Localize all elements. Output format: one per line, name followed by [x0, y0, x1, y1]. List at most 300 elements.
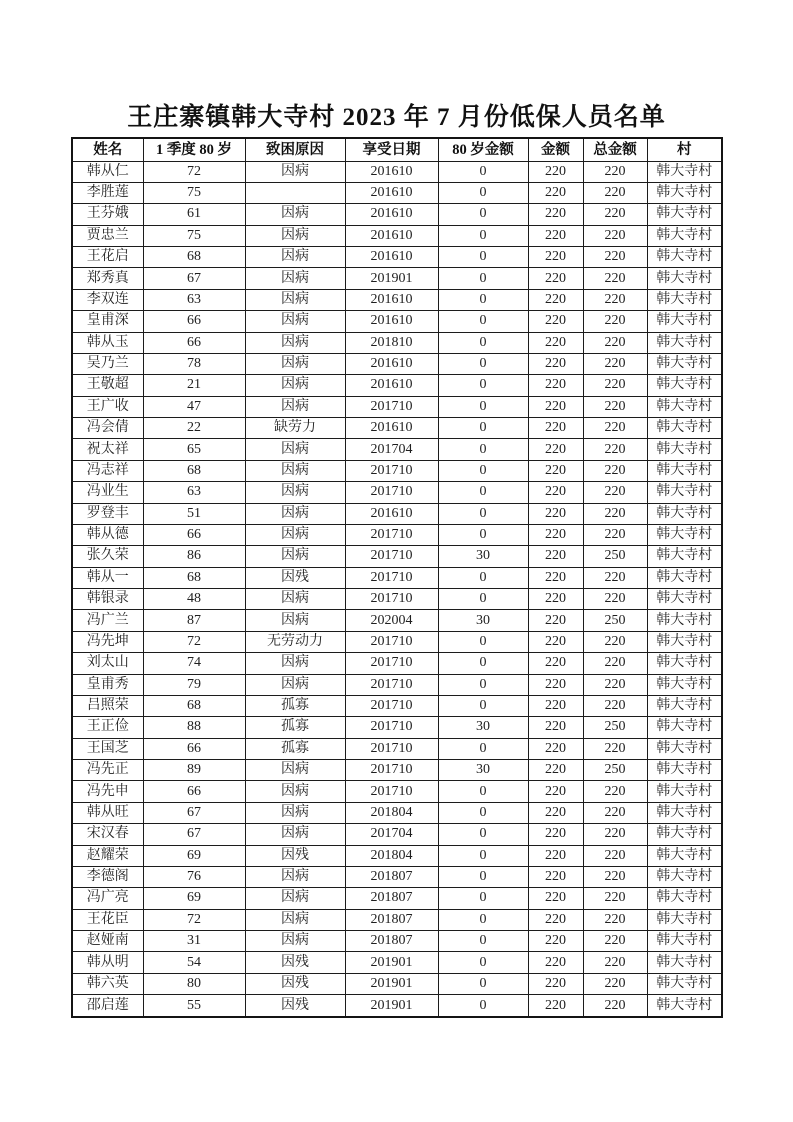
table-cell: 皇甫秀 [72, 674, 143, 695]
table-cell: 0 [438, 439, 528, 460]
table-cell: 201610 [345, 225, 438, 246]
table-cell: 66 [143, 738, 245, 759]
table-cell: 韩大寺村 [647, 482, 722, 503]
table-cell: 0 [438, 247, 528, 268]
table-cell: 220 [528, 952, 583, 973]
table-cell: 韩大寺村 [647, 717, 722, 738]
table-row [72, 760, 722, 781]
table-row [72, 268, 722, 289]
table-cell: 因病 [245, 247, 345, 268]
table-cell: 韩大寺村 [647, 332, 722, 353]
table-cell: 220 [528, 161, 583, 182]
table-row [72, 247, 722, 268]
table-cell: 220 [583, 524, 647, 545]
table-cell: 220 [528, 396, 583, 417]
table-row [72, 589, 722, 610]
table-cell: 47 [143, 396, 245, 417]
table-cell: 220 [583, 695, 647, 716]
table-cell: 89 [143, 760, 245, 781]
table-cell: 0 [438, 866, 528, 887]
table-cell: 67 [143, 802, 245, 823]
table-row [72, 931, 722, 952]
table-cell: 72 [143, 631, 245, 652]
table-cell: 66 [143, 332, 245, 353]
table-cell: 201710 [345, 781, 438, 802]
table-cell: 因病 [245, 503, 345, 524]
table-cell: 0 [438, 375, 528, 396]
table-cell: 63 [143, 482, 245, 503]
table-cell: 韩大寺村 [647, 289, 722, 310]
table-cell: 66 [143, 311, 245, 332]
table-cell: 因病 [245, 204, 345, 225]
table-cell: 220 [528, 781, 583, 802]
table-cell: 88 [143, 717, 245, 738]
table-cell: 220 [583, 182, 647, 203]
table-cell: 韩大寺村 [647, 674, 722, 695]
table-cell: 30 [438, 610, 528, 631]
table-cell: 220 [583, 631, 647, 652]
table-cell: 李德阁 [72, 866, 143, 887]
table-cell: 220 [583, 781, 647, 802]
table-cell: 220 [528, 375, 583, 396]
table-cell: 55 [143, 995, 245, 1017]
table-cell: 220 [583, 866, 647, 887]
column-header: 村 [647, 138, 722, 161]
table-cell: 韩从德 [72, 524, 143, 545]
table-cell: 201810 [345, 332, 438, 353]
table-cell: 220 [528, 738, 583, 759]
table-cell: 68 [143, 695, 245, 716]
table-cell: 0 [438, 268, 528, 289]
table-cell: 86 [143, 546, 245, 567]
table-cell: 因残 [245, 567, 345, 588]
table-cell: 220 [528, 524, 583, 545]
table-cell: 220 [528, 589, 583, 610]
table-cell: 201807 [345, 866, 438, 887]
table-cell: 0 [438, 567, 528, 588]
table-cell: 72 [143, 909, 245, 930]
column-header: 享受日期 [345, 138, 438, 161]
table-row [72, 653, 722, 674]
table-cell: 220 [528, 909, 583, 930]
table-cell: 韩大寺村 [647, 311, 722, 332]
table-row [72, 888, 722, 909]
table-cell: 韩大寺村 [647, 695, 722, 716]
table-cell: 0 [438, 182, 528, 203]
table-cell: 皇甫深 [72, 311, 143, 332]
table-cell: 因病 [245, 760, 345, 781]
table-cell: 0 [438, 973, 528, 994]
table-cell: 0 [438, 332, 528, 353]
table-cell: 韩大寺村 [647, 375, 722, 396]
table-cell: 韩大寺村 [647, 610, 722, 631]
table-cell: 0 [438, 418, 528, 439]
table-cell: 69 [143, 845, 245, 866]
table-cell: 201610 [345, 418, 438, 439]
table-cell: 220 [583, 289, 647, 310]
table-cell: 201901 [345, 268, 438, 289]
table-cell: 250 [583, 717, 647, 738]
table-cell: 220 [583, 247, 647, 268]
table-cell: 因病 [245, 289, 345, 310]
table-cell: 0 [438, 204, 528, 225]
table-cell: 201807 [345, 888, 438, 909]
table-cell: 韩大寺村 [647, 524, 722, 545]
table-cell: 韩大寺村 [647, 909, 722, 930]
table-cell: 0 [438, 503, 528, 524]
table-cell: 250 [583, 610, 647, 631]
table-cell: 220 [528, 503, 583, 524]
table-cell: 201807 [345, 909, 438, 930]
table-cell: 孤寡 [245, 717, 345, 738]
table-cell: 韩大寺村 [647, 353, 722, 374]
table-cell: 0 [438, 674, 528, 695]
table-cell: 30 [438, 760, 528, 781]
table-cell: 韩大寺村 [647, 995, 722, 1017]
table-cell: 韩大寺村 [647, 439, 722, 460]
table-cell: 220 [583, 738, 647, 759]
table-cell: 201610 [345, 311, 438, 332]
table-cell: 220 [583, 482, 647, 503]
table-cell: 220 [528, 225, 583, 246]
table-cell: 220 [528, 717, 583, 738]
table-cell: 因病 [245, 909, 345, 930]
table-cell: 220 [583, 332, 647, 353]
table-cell: 68 [143, 567, 245, 588]
table-cell: 因病 [245, 781, 345, 802]
table-cell: 69 [143, 888, 245, 909]
table-cell: 王国芝 [72, 738, 143, 759]
table-cell: 201610 [345, 503, 438, 524]
table-cell: 201710 [345, 631, 438, 652]
table-cell: 刘太山 [72, 653, 143, 674]
table-cell: 王敬超 [72, 375, 143, 396]
table-cell: 韩大寺村 [647, 503, 722, 524]
table-cell: 张久荣 [72, 546, 143, 567]
table-cell: 201710 [345, 482, 438, 503]
table-cell: 250 [583, 760, 647, 781]
table-cell: 0 [438, 802, 528, 823]
table-row [72, 482, 722, 503]
table-cell: 孤寡 [245, 695, 345, 716]
table-cell: 31 [143, 931, 245, 952]
table-cell: 72 [143, 161, 245, 182]
table-cell: 201710 [345, 695, 438, 716]
table-cell: 冯志祥 [72, 460, 143, 481]
table-cell: 201807 [345, 931, 438, 952]
table-cell: 201710 [345, 567, 438, 588]
table-cell: 201710 [345, 396, 438, 417]
table-cell: 因病 [245, 888, 345, 909]
table-cell: 201610 [345, 375, 438, 396]
table-cell: 无劳动力 [245, 631, 345, 652]
table-cell: 韩大寺村 [647, 546, 722, 567]
table-cell: 韩从旺 [72, 802, 143, 823]
table-cell: 韩银录 [72, 589, 143, 610]
header-row [72, 138, 722, 161]
table-cell: 韩大寺村 [647, 396, 722, 417]
table-cell: 220 [528, 845, 583, 866]
table-cell: 61 [143, 204, 245, 225]
table-cell: 0 [438, 161, 528, 182]
table-cell: 因病 [245, 311, 345, 332]
table-cell: 22 [143, 418, 245, 439]
table-row [72, 161, 722, 182]
table-cell: 王花启 [72, 247, 143, 268]
table-cell: 因病 [245, 375, 345, 396]
table-cell: 韩大寺村 [647, 866, 722, 887]
table-cell: 0 [438, 952, 528, 973]
table-cell: 220 [583, 567, 647, 588]
table-row [72, 204, 722, 225]
table-cell: 0 [438, 225, 528, 246]
table-cell: 220 [583, 824, 647, 845]
table-cell: 201610 [345, 182, 438, 203]
table-cell: 宋汉春 [72, 824, 143, 845]
table-cell: 韩大寺村 [647, 824, 722, 845]
table-cell: 220 [528, 824, 583, 845]
table-row [72, 418, 722, 439]
table-cell: 李胜莲 [72, 182, 143, 203]
table-row [72, 396, 722, 417]
table-row [72, 353, 722, 374]
table-cell: 0 [438, 482, 528, 503]
table-cell: 冯先申 [72, 781, 143, 802]
table-cell: 因病 [245, 161, 345, 182]
table-row [72, 781, 722, 802]
column-header: 金额 [528, 138, 583, 161]
table-cell: 韩大寺村 [647, 738, 722, 759]
page-title: 王庄寨镇韩大寺村 2023 年 7 月份低保人员名单 [127, 104, 666, 131]
table-cell: 220 [528, 674, 583, 695]
table-cell: 220 [583, 845, 647, 866]
table-cell: 韩大寺村 [647, 225, 722, 246]
table-cell: 因病 [245, 931, 345, 952]
table-cell: 因病 [245, 396, 345, 417]
table-cell: 63 [143, 289, 245, 310]
table-cell: 201710 [345, 589, 438, 610]
table-cell: 王芬娥 [72, 204, 143, 225]
table-cell: 80 [143, 973, 245, 994]
table-cell: 201610 [345, 289, 438, 310]
table-cell: 罗登丰 [72, 503, 143, 524]
table-cell: 韩六英 [72, 973, 143, 994]
table-cell: 因病 [245, 268, 345, 289]
table-cell: 51 [143, 503, 245, 524]
table-cell: 68 [143, 247, 245, 268]
table-cell: 韩大寺村 [647, 204, 722, 225]
table-cell: 220 [528, 610, 583, 631]
table-cell: 王花臣 [72, 909, 143, 930]
table-cell: 韩大寺村 [647, 973, 722, 994]
table-cell: 220 [528, 204, 583, 225]
table-row [72, 695, 722, 716]
table-cell: 220 [528, 567, 583, 588]
table-cell: 韩大寺村 [647, 182, 722, 203]
table-cell: 因病 [245, 482, 345, 503]
table-cell: 220 [528, 888, 583, 909]
table-cell: 201901 [345, 995, 438, 1017]
table-cell: 220 [583, 418, 647, 439]
table-cell: 因病 [245, 546, 345, 567]
table-cell: 220 [583, 268, 647, 289]
column-header: 80 岁金额 [438, 138, 528, 161]
table-cell: 201901 [345, 973, 438, 994]
table-row [72, 375, 722, 396]
table-cell: 201710 [345, 524, 438, 545]
table-cell: 30 [438, 717, 528, 738]
table-cell: 220 [583, 353, 647, 374]
table-cell: 因病 [245, 824, 345, 845]
table-cell: 220 [583, 204, 647, 225]
table-cell: 220 [583, 439, 647, 460]
table-cell: 220 [528, 311, 583, 332]
table-cell: 66 [143, 781, 245, 802]
table-row [72, 610, 722, 631]
table-header [72, 138, 722, 161]
table-row [72, 717, 722, 738]
table-cell: 220 [528, 247, 583, 268]
table-cell: 220 [583, 225, 647, 246]
table-cell: 吴乃兰 [72, 353, 143, 374]
table-cell: 因病 [245, 225, 345, 246]
table-cell: 韩大寺村 [647, 781, 722, 802]
table-cell: 因病 [245, 866, 345, 887]
table-row [72, 503, 722, 524]
table-cell: 220 [528, 460, 583, 481]
table-cell: 220 [528, 866, 583, 887]
table-row [72, 567, 722, 588]
table-cell: 220 [528, 289, 583, 310]
table-cell: 0 [438, 631, 528, 652]
table-cell: 201610 [345, 204, 438, 225]
column-header: 总金额 [583, 138, 647, 161]
table-cell: 韩大寺村 [647, 653, 722, 674]
table-cell: 220 [583, 503, 647, 524]
column-header: 致困原因 [245, 138, 345, 161]
table-row [72, 225, 722, 246]
table-cell: 0 [438, 524, 528, 545]
table-cell: 赵娅南 [72, 931, 143, 952]
table-cell: 201710 [345, 460, 438, 481]
table-cell: 韩大寺村 [647, 161, 722, 182]
table-row [72, 952, 722, 973]
table-row [72, 311, 722, 332]
table-cell: 0 [438, 909, 528, 930]
table-row [72, 973, 722, 994]
table-cell: 王广收 [72, 396, 143, 417]
table-cell: 因残 [245, 952, 345, 973]
table-cell: 220 [528, 332, 583, 353]
table-cell: 220 [528, 995, 583, 1017]
table-cell: 孤寡 [245, 738, 345, 759]
table-cell: 30 [438, 546, 528, 567]
table-row [72, 674, 722, 695]
table-row [72, 182, 722, 203]
table-cell: 220 [528, 546, 583, 567]
table-row [72, 524, 722, 545]
table-cell: 因病 [245, 802, 345, 823]
table-cell: 0 [438, 781, 528, 802]
table-cell: 冯广兰 [72, 610, 143, 631]
table-row [72, 845, 722, 866]
table-cell: 0 [438, 460, 528, 481]
table-cell: 0 [438, 396, 528, 417]
table-cell: 220 [583, 973, 647, 994]
table-cell: 0 [438, 289, 528, 310]
table-cell: 201710 [345, 674, 438, 695]
recipients-table [71, 137, 723, 1018]
table-cell: 220 [528, 268, 583, 289]
table-row [72, 460, 722, 481]
table-cell: 韩大寺村 [647, 631, 722, 652]
table-cell: 201804 [345, 802, 438, 823]
table-cell: 冯业生 [72, 482, 143, 503]
table-cell: 67 [143, 268, 245, 289]
table-cell: 0 [438, 931, 528, 952]
table-cell: 因病 [245, 332, 345, 353]
table-row [72, 738, 722, 759]
table-cell: 220 [583, 909, 647, 930]
table-cell: 0 [438, 845, 528, 866]
table-cell: 78 [143, 353, 245, 374]
table-cell: 0 [438, 995, 528, 1017]
table-cell: 0 [438, 888, 528, 909]
table-cell: 冯先坤 [72, 631, 143, 652]
table-cell: 220 [583, 375, 647, 396]
table-cell: 220 [583, 311, 647, 332]
table-cell: 0 [438, 589, 528, 610]
table-cell: 201610 [345, 247, 438, 268]
table-cell: 220 [528, 482, 583, 503]
table-cell: 75 [143, 182, 245, 203]
table-cell: 54 [143, 952, 245, 973]
table-cell: 201710 [345, 760, 438, 781]
table-cell: 220 [528, 182, 583, 203]
table-cell: 220 [528, 802, 583, 823]
table-cell: 贾忠兰 [72, 225, 143, 246]
table-cell: 220 [528, 695, 583, 716]
table-cell: 201710 [345, 546, 438, 567]
table-row [72, 824, 722, 845]
table-cell: 201804 [345, 845, 438, 866]
table-cell: 缺劳力 [245, 418, 345, 439]
table-cell: 79 [143, 674, 245, 695]
table-cell: 201901 [345, 952, 438, 973]
table-cell: 220 [583, 888, 647, 909]
table-cell: 冯先正 [72, 760, 143, 781]
table-cell: 韩大寺村 [647, 760, 722, 781]
table-cell: 李双连 [72, 289, 143, 310]
table-cell: 韩大寺村 [647, 460, 722, 481]
table-cell: 韩大寺村 [647, 802, 722, 823]
table-row [72, 631, 722, 652]
table-cell: 因病 [245, 353, 345, 374]
table-cell: 220 [583, 460, 647, 481]
table-cell: 220 [583, 995, 647, 1017]
table-row [72, 909, 722, 930]
table-cell: 韩大寺村 [647, 845, 722, 866]
table-cell: 韩大寺村 [647, 268, 722, 289]
table-cell: 因病 [245, 439, 345, 460]
table-cell: 21 [143, 375, 245, 396]
table-cell: 韩从玉 [72, 332, 143, 353]
table-cell: 220 [583, 653, 647, 674]
table-cell: 0 [438, 824, 528, 845]
column-header: 1 季度 80 岁 [143, 138, 245, 161]
table-cell: 201610 [345, 353, 438, 374]
table-cell: 韩大寺村 [647, 418, 722, 439]
